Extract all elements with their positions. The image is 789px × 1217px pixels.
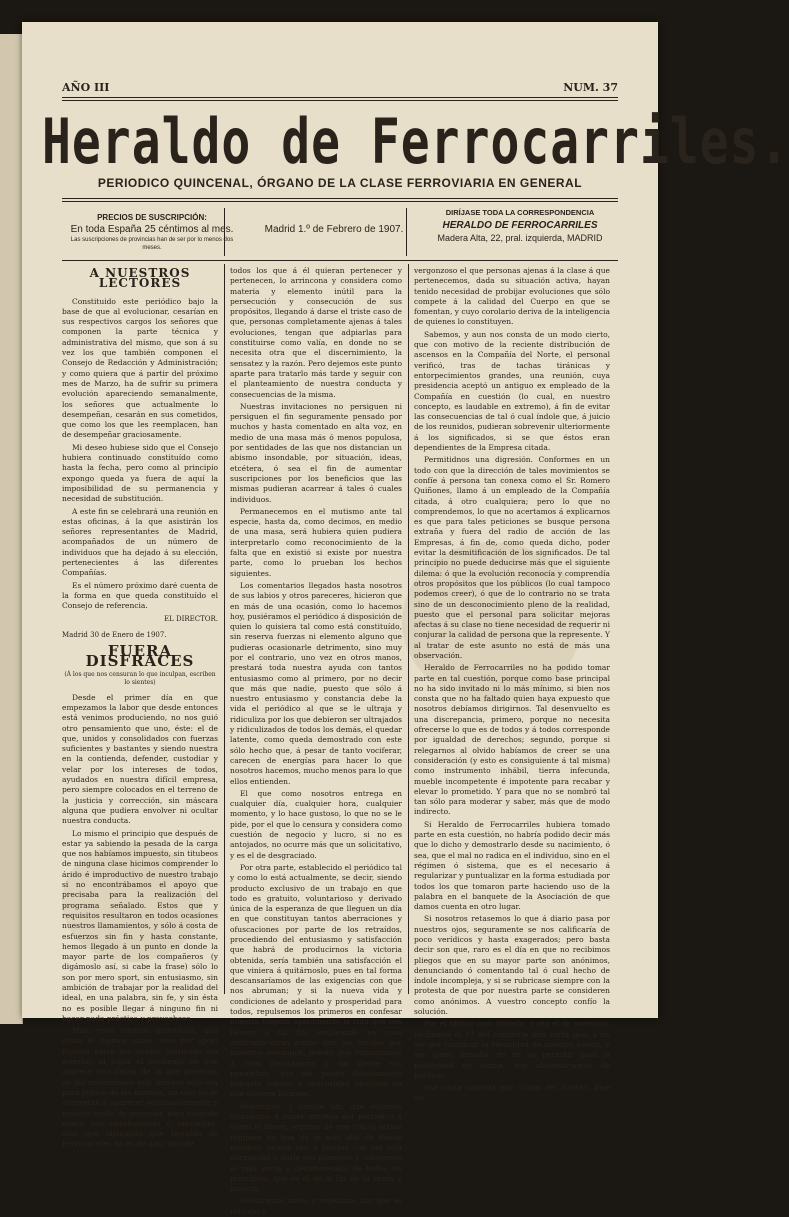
article-heading: FUERA DISFRACES (85, 642, 195, 671)
paragraph: todos los que á él quieran pertenecer y pertenecen, lo arrincona y considera como materia y elemento inútil para la persecución y consecución de sus propósitos, llegando á darse el triste caso de que, personas completamente ajenas á tales evoluciones, tengan que adpiarlas para constituirse como valía, en donde no se necesita otra que el discernimiento, la sensatez y la razón. Pero dejemos este punto aparte para tratarlo más tarde y seguir con el planteamiento de nuestra conducta y consecuencias de la misma. (230, 266, 402, 399)
article-subnote: (Á los que nos censuran lo que inculpan, escriben lo sientes) (64, 670, 216, 686)
newspaper-page (22, 22, 789, 1216)
paragraph: Por el último caso tratado, ó sea el de ascensos, recibimos el 17 del corriente una carta que, á no ser por justificar la veracidad de nuestro aserto, y ser quien firmaba, es de no permitir para la publicidad en forma, nos abstendríamos de publicar. (414, 1019, 610, 1080)
article-heading: A NUESTROS LECTORES (89, 266, 191, 291)
paragraph: Mi deseo hubiese sido que el Consejo hubiera continuado constituído como hasta la fecha, pero como al principio expongo queda ya fuera de aquí la imposibilidad de su permanencia y necesidad de substitución. (62, 442, 218, 504)
address-line: Madera Alta, 22, pral. izquierda, MADRID (437, 233, 603, 243)
address-name: HERALDO DE FERROCARRILES (442, 220, 598, 231)
adjacent-page-edge (0, 34, 23, 1024)
top-rule (62, 100, 618, 101)
column-divider (408, 264, 409, 994)
column-2 (230, 266, 402, 1216)
correspondence-box (430, 206, 610, 245)
year-label: AÑO III (62, 81, 110, 94)
masthead-bottom-rule (62, 260, 618, 261)
column-3 (414, 266, 611, 1103)
paragraph: Nuestras invitaciones no persiguen ni persiguen el fin seguramente pensado por muchos y hasta comentado en alta voz, en medio de una masa más ó menos populosa, por sentidades de las que nos distancian un abismo insondable, por situación, ideas, etcétera, ó sea el fin de aumentar suscripciones por los beneficios que las mismas pudieran acarrear á tales ó cuales individuos. (230, 401, 402, 504)
paragraph: Permitidnos una digresión. Conformes en un todo con que la dirección de tales movimientos se confíe á persona tan conexa como el Sr. Romero Quiñones, llamo á un empleado de la Compañía citada, á otro cualquiera; pero lo que no comprendemos, lo que no acertamos á explicarnos es que para tales peticiones se busque persona extraña y fuera del radio de acción de las Empresas, á fin de, como queda dicho, poder evitar la desmitificación de los significados. De tal principio no puede deducirse más que el siguiente dilema: ó que la evolución reconocía y comprendía otros propósitos que los públicos (lo cual tampoco podemos creer), ó que de lo contrario no se trata sino de un desconocimiento pleno de la realidad, puesto que el personal para solicitar mejoras afectas á su clase no tiene necesidad de requerir ni conjurar la calidad de persona que la represente. Y al tratar de este asunto no está de más una observación. (414, 455, 611, 660)
paragraph: Heraldo de Ferrocarriles no ha podido tomar parte en tal cuestión, porque como base principal no ha sido invitado ni lo más mínimo, si bien nos consta que no ha faltado quien haya expuesto que nosotros debíamos dirigirnos. Tal desenvuelto es una discrepancia, primero, porque no necesita ofrecerse lo que es de todos y á todos corresponde por igualdad de derechos; segundo, porque si relegarnos al olvido habíamos de creer se una consideración (y esto es consiguiente á tal misma) como instrumento inhábil, tierra infecunda, mueble incompetente é impotente para recabar y elevar lo prometido. Y para que no se nombró tal tan sólo para moderar y saber, más que de modo indirecto. (414, 663, 610, 817)
masthead-rule (62, 201, 618, 202)
paragraph: Los comentarios llegados hasta nosotros de sus labios y otros pareceres, hicieron que en más de una ocasión, como lo hacemos hoy, pusiéramos el periódico á disposición de quien lo quisiera tal como está constituído, sin reserva fuerzas ni elemento alguno que pudieras ocasionarle detrimento, sino muy por el contrario, uno vez en otros manos, prestará toda nuestra ayuda con tantos entusiasmo como al primero, por no decir que más que nadie, puesto que sólo á nuestro entusiasmo y constancia debe la vida el periódico al que se le ultraja y ridiculiza por los que debieron ser ultrajados y ridiculizados de todos los demás, el quedar latente, como queda demostrado con este sólo hecho que, á pesar de tanto vociferar, carecen de energías para hacer lo que nosotros hacemos, mucho menos para lo que ellos entienden. (230, 580, 402, 786)
paragraph: Repetimos, y conste así, que estamos dispuestos á hacer entrega del periódico á quien lo desee, seguros de que con el actual régimen no han de le más allá de donde nosotros hemos ido, y porque con tan sola afirmación y darle nos ponemos y colocamos el más versa y desinteresado de todos los principios, que es el de la luz de la razón y justicia. (230, 1101, 402, 1194)
paragraph: Permanecemos en el mutismo ante tal especie, hasta da, como decimos, en medio de una masa, será hubiera quien pudiera interpretarlo como reconocimiento de la falta que en existió si existe por nuestra parte, como lo prueban los hechos siguientes. (230, 506, 402, 578)
paragraph: Declaramos antes y repetimos hoy que es ridículo y (230, 1196, 402, 1216)
paragraph: A este fin se celebrará una reunión en estas oficinas, á la que asistirán los señores representantes de Madrid, acompañados de un número de individuos que ha dejado á su elección, pertenecientes á las diferentes Compañías. (62, 506, 218, 578)
paragraph: Si nosotros retasemos lo que á diario pasa por nuestros ojos, seguramente se nos calificaría de poco verídicos y hasta exagerados; pero basta decir son que, raro es el día en que no recibimos pliegos que en su mayor parte son anónimos, denunciando ó comentando tal ó cual hecho de índole incompleja, y si se rubricase siempre con la protesta de que por nuestra parte se consideren como anónimos. A vuestro concepto confío la solución. (414, 914, 610, 1017)
box-divider (406, 208, 407, 256)
paragraph: Si Heraldo de Ferrocarriles hubiera tomado parte en esta cuestión, no habría podido decir más que lo dicho y demostrarlo desde su nacimiento, ó sea, que el mal no radica en el individuo, sino en el régimen ó sistema, que es el necesario á regularizar y puntualizar en la forma estudiada por todos los que tomaron parte haciendo uso de la palabra en el banquete de la Asociación de que damos cuenta en otro lugar. (414, 819, 610, 912)
newspaper-subtitle: PERIODICO QUINCENAL, ÓRGANO DE LA CLASE FERROVIARIA EN GENERAL (97, 176, 583, 190)
prices-line: En toda España 25 céntimos al mes. (70, 224, 234, 235)
paragraph: Sabemos, y aun nos consta de un modo cierto, que con motivo de la reciente distribución de ascensos en la Compañía del Norte, el personal verificó, tras de tachas tiránicas y entorpecimientos grandes, una reunión, cuya presidencia aceptó un antiguo ex empleado de la Compañía en cuestión (lo cual, en nuestro concepto, es laudable en extremo), á fin de evitar las consecuencias de tal ó cual índole que, á juicio de los reunidos, pudieran sobrevenir ulteriormente á los significados, si se que éstos eran dependientes de la Empresa citada. (414, 329, 610, 453)
issue-number: NUM. 37 (563, 81, 618, 94)
paragraph: Lo mismo el principio que después de estar ya sabiendo la pesada de la carga que nos habíamos impuesto, sin titubeos de ninguna clase hicimos comprender lo árido é improductivo de nuestro trabajo si no encontrábamos el apoyo que precisaba para la realización del programa señalado. Estos que y requisitos resultaron en todos ocasiones nuestros llamamientos, y sólo á costa de esfuerzos sin fin y hasta constante, hemos llegado á un punto en donde la mayor parte de los compañeros (y digámoslo así, si cabe la frase) sólo lo son por mero sport, sin entusiasmo, sin ambición de trabajar por la realidad del ideal, en una palabra, sin fe, y sin ésta no es posible llegar á ninguno fin ni hacer nada práctico y provechoso. (62, 828, 218, 1023)
paragraph: Mas, esos mismos individuos, que como lo dijimos antes, sólo por sport figuran entre los unidos (entiende sin asterio), al lugar el momento en que aparece una causa de la que ponemos de las necesidades nos, aunque sólo sea para juicios de los mismos, no sólo no se concretan á aparecer económicamente y nuestro modo de proceder, para después emitir sus aprobaciones ó reproches, sino que olvidando que Heraldo de Ferrocarriles no es de uno, sino de (62, 1026, 218, 1149)
article-date: Madrid 30 de Enero de 1907. (62, 630, 167, 639)
article-signature: EL DIRECTOR. (163, 614, 218, 623)
paragraph: Por otra parte, establecido el periódico tal y como lo está actualmente, se decir, siendo producto exclusivo de un trabajo en que todo es gratuito, voluntarioso y derivado única de la esperanza de que lleguen un día en que constituyan tantos aberraciones y ofuscaciones por parte de los retraídos, procediendo del entusiasmo y satisfacción que habrá de producirnos la victoria obtenida, sería también una satisfacción el que viniera á quitárnoslo, pues en tal forma descansaríamos de las exigencias con que nos abruman; y si la nueva vida y condiciones de adelanto y prosperidad para todos, repulsemos los primeros en confesar nuestra torpeza aplaudiendo la ruta que nos llevara á tal fin, empleando en caso contrario otras armas que las lucidas por nuestros enemigos, puesto que lucharíamos á cara descubierta y no desde sus penumbra, que ser ponen debidamente llamarle sonora y obscuridad absoluta en que quieren lucirnos. (230, 862, 402, 1099)
prices-note: Las suscripciones de provincias han de ser por lo menos dos meses. (70, 237, 234, 251)
column-divider (224, 264, 225, 994)
newspaper-title: Heraldo de Ferrocarriles. (42, 106, 789, 179)
prices-title: PRECIOS DE SUSCRIPCIÓN: (97, 213, 207, 222)
box-divider (224, 208, 225, 256)
paragraph: vergonzoso el que personas ajenas á la clase á que pertenecemos, dada su situación activa, hayan tenido necesidad de probijar evoluciones que sólo compete á la calidad del Cuerpo en que se fomentan, y cuyo corolario deriva de la inteligencia de quienes lo constituyen. (414, 266, 610, 327)
issue-date: Madrid 1.º de Febrero de 1907. (264, 224, 404, 235)
paragraph: Desde el primer día en que empezamos la labor que desde entonces está venimos produciendo, no nos guió otro pensamiento que uno, éste: el de que, unidos y consolidados con fuerzas suficientes y bastantes y siendo nuestra en la contienda, defender, custodiar y velar por los intereses de todos, ayudados en nuestra difícil empresa, pero siempre colocados en el terreno de la justicia y corrección, sin máscara alguna que pudiera envolver ni ocultar nuestra conducta. (62, 692, 218, 826)
paragraph: Constituido este periódico bajo la base de que al evolucionar, cesarían en sus respectivos cargos los señores que componen la parte técnica y administrativa del mismo, que son á su vez los que también componen el Consejo de Redacción y Administración; y como quiera que á partir del próximo mes de Marzo, ha de sufrir su primera evolución apareciendo semanalmente, los señores que actualmente lo desempeñan, cesarán en sus cometidos, que como los que les reemplacen, han de desempeñar graciosamente. (62, 296, 218, 440)
subscription-box (62, 212, 242, 252)
masthead-rule (62, 198, 618, 199)
paragraph: Esa carta suscrita por «Unos del Norte», dice así: (414, 1083, 610, 1103)
column-1 (62, 266, 218, 1149)
address-title: DIRÍJASE TODA LA CORRESPONDENCIA (445, 208, 595, 217)
paragraph: El que como nosotros entrega en cualquier día, cualquier hora, cualquier momento, y lo hace gustoso, lo que no se le pide, por el que lo censura y considera como cuestión de negocio y lucro, si no es antojados, no ocurre más que un solicitativo, y es el de desgraciado. (230, 788, 402, 860)
paragraph: Es el número próximo daré cuenta de la forma en que queda constituído el Consejo de referencia. (62, 580, 218, 611)
top-rule (62, 97, 618, 98)
